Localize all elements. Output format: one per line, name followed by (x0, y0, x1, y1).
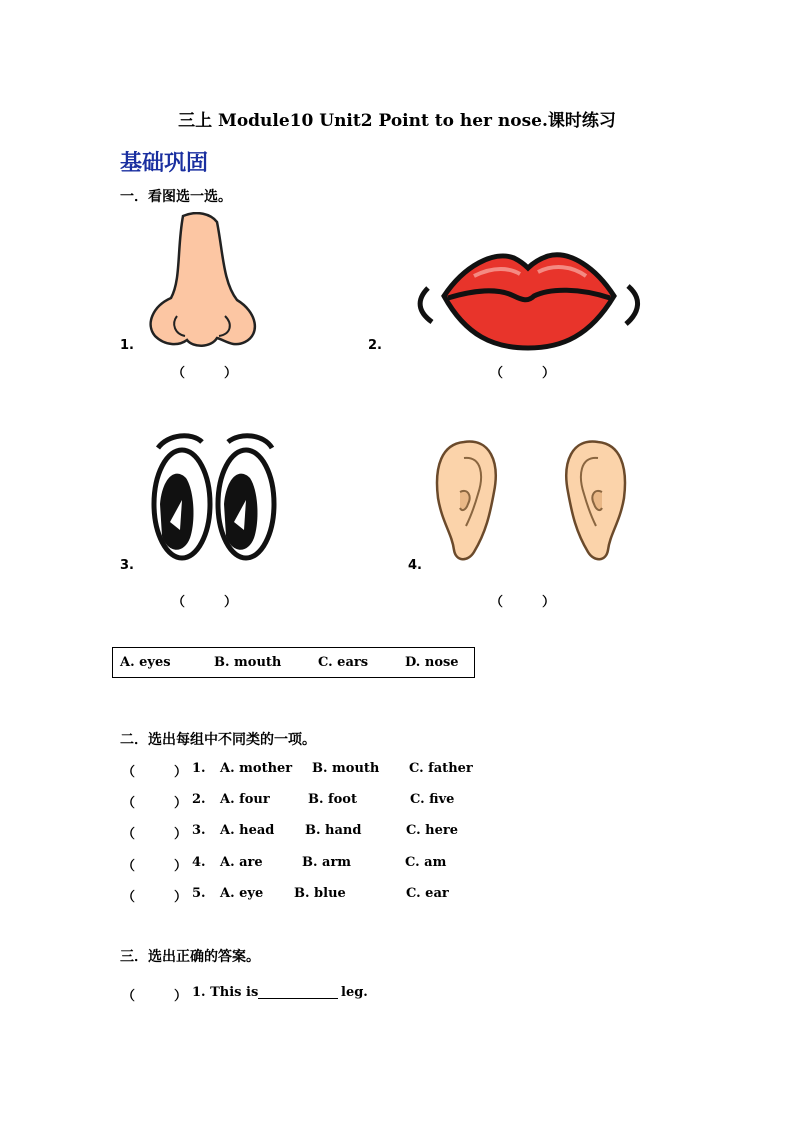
question-suffix: leg. (341, 985, 368, 1000)
item-1-answer-blank[interactable]: （ ） (172, 366, 238, 381)
answer-blank[interactable]: （ ） (122, 989, 188, 1004)
choice-a: A. eye (220, 886, 264, 901)
option-d: D. nose (405, 655, 459, 670)
choice-b: B. foot (308, 792, 357, 807)
section-heading: 基础巩固 (120, 150, 209, 176)
eyes-icon (144, 430, 284, 566)
list-item (122, 855, 548, 874)
choice-c: C. five (410, 792, 455, 807)
choice-a: A. are (220, 855, 263, 870)
item-3-number: 3. (120, 558, 134, 573)
choice-b: B. hand (305, 823, 362, 838)
list-item (122, 886, 548, 905)
fill-in-blank[interactable] (258, 986, 338, 1003)
question-number: 1. (192, 761, 206, 776)
option-b: B. mouth (214, 655, 282, 670)
item-3-answer-blank[interactable]: （ ） (172, 595, 238, 610)
choice-b: B. arm (302, 855, 352, 870)
nose-icon (145, 212, 260, 350)
option-c: C. ears (318, 655, 369, 670)
answer-blank[interactable]: （ ） (122, 796, 188, 811)
choice-c: C. father (409, 761, 473, 776)
list-item (122, 823, 548, 842)
list-item (122, 792, 548, 811)
item-1-number: 1. (120, 338, 134, 353)
choice-b: B. blue (294, 886, 346, 901)
lips-icon (414, 244, 642, 352)
question-number: 4. (192, 855, 206, 870)
choice-a: A. head (220, 823, 275, 838)
page-title: 三上 Module10 Unit2 Point to her nose.课时练习 (178, 111, 616, 131)
question-number: 3. (192, 823, 206, 838)
choice-c: C. here (406, 823, 459, 838)
option-a: A. eyes (120, 655, 171, 670)
ears-icon (428, 436, 634, 568)
list-item (122, 761, 548, 780)
item-2-number: 2. (368, 338, 382, 353)
list-item (122, 985, 548, 1004)
question-number: 2. (192, 792, 206, 807)
choice-a: A. mother (220, 761, 293, 776)
question-number: 5. (192, 886, 206, 901)
answer-blank[interactable]: （ ） (122, 765, 188, 780)
choice-c: C. am (405, 855, 447, 870)
part1-heading: 一．看图选一选。 (120, 189, 232, 205)
choice-b: B. mouth (312, 761, 380, 776)
answer-blank[interactable]: （ ） (122, 890, 188, 905)
answer-blank[interactable]: （ ） (122, 859, 188, 874)
answer-blank[interactable]: （ ） (122, 827, 188, 842)
options-box (112, 647, 475, 678)
choice-a: A. four (220, 792, 270, 807)
choice-c: C. ear (406, 886, 449, 901)
part2-heading: 二．选出每组中不同类的一项。 (120, 732, 316, 748)
item-4-number: 4. (408, 558, 422, 573)
item-2-answer-blank[interactable]: （ ） (490, 366, 556, 381)
question-text: 1. This is (192, 985, 259, 1000)
part3-heading: 三．选出正确的答案。 (120, 949, 260, 965)
item-4-answer-blank[interactable]: （ ） (490, 595, 556, 610)
